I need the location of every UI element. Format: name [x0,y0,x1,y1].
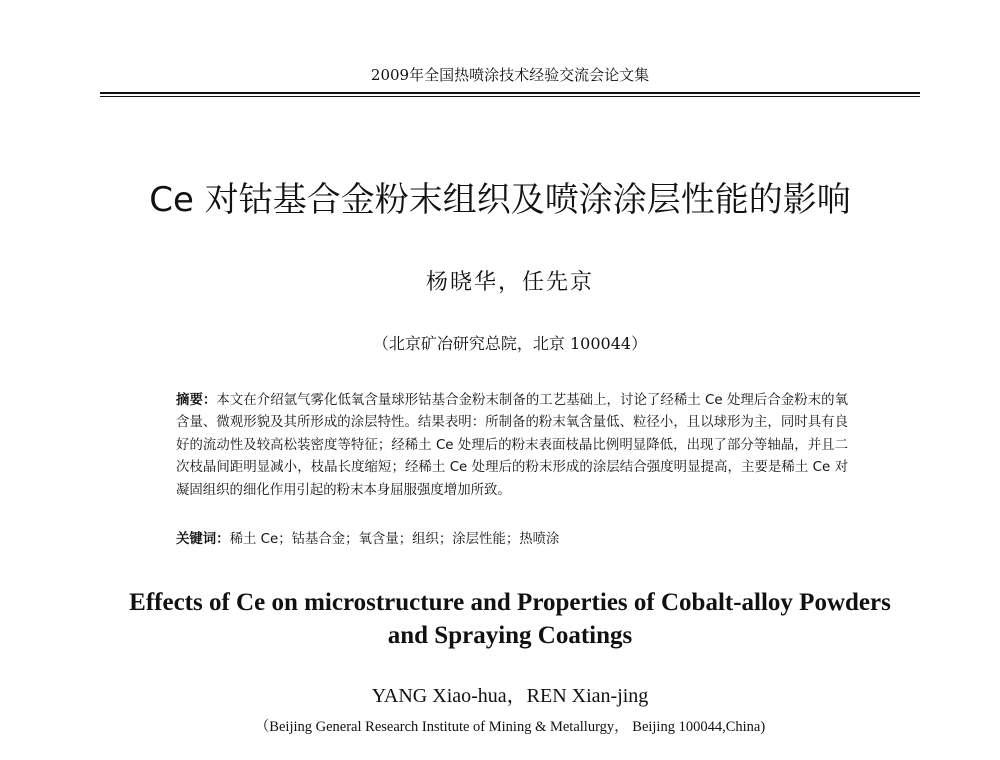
keywords-text: 稀土 Ce；钴基合金；氧含量；组织；涂层性能；热喷涂 [229,532,560,547]
paper-title-en-line1: Effects of Ce on microstructure and Properties of Cobalt-alloy Powders [129,589,891,616]
keywords-label: 关键词： [176,532,230,547]
paper-title-en-line2: and Spraying Coatings [387,622,633,649]
authors-en: YANG Xiao-hua，REN Xian-jing [371,685,649,707]
paper-title-cn: Ce 对钴基合金粉末组织及喷涂涂层性能的影响 [149,180,851,220]
running-header: 2009年全国热喷涂技术经验交流会论文集 [370,66,650,84]
affiliation-en: （Beijing General Research Institute of Mining & Metallurgy， Beijing 100044,China) [254,719,766,735]
header-rule-thin [100,96,920,97]
abstract-label: 摘要： [176,393,217,408]
authors-cn: 杨晓华，任先京 [425,270,594,295]
abstract-text: 本文在介绍氩气雾化低氧含量球形钴基合金粉末制备的工艺基础上，讨论了经稀土 Ce 处理后合金粉末的氧含量、微观形貌及其所形成的涂层特性。结果表明：所制备的粉末氧含量低、粒径小，且以球形为主，同时具有良好的流动性及较高松装密度等特征；经稀土 Ce 处理后的粉末表面枝晶比例明显降低，出现了部分等轴晶，并且二次枝晶间距明显减小，枝晶长度缩短；经稀土 Ce 处理后的粉末形成的涂层结合强度明显提高，主要是稀土 Ce 对凝固组织的细化作用引起的粉末本身屈服强度增加所致。 [176,393,848,498]
header-rule [100,92,920,94]
abstract [176,390,848,502]
affiliation-cn: （北京矿冶研究总院，北京 100044） [372,334,648,353]
keywords [176,529,848,551]
paper-title-en [100,586,920,652]
